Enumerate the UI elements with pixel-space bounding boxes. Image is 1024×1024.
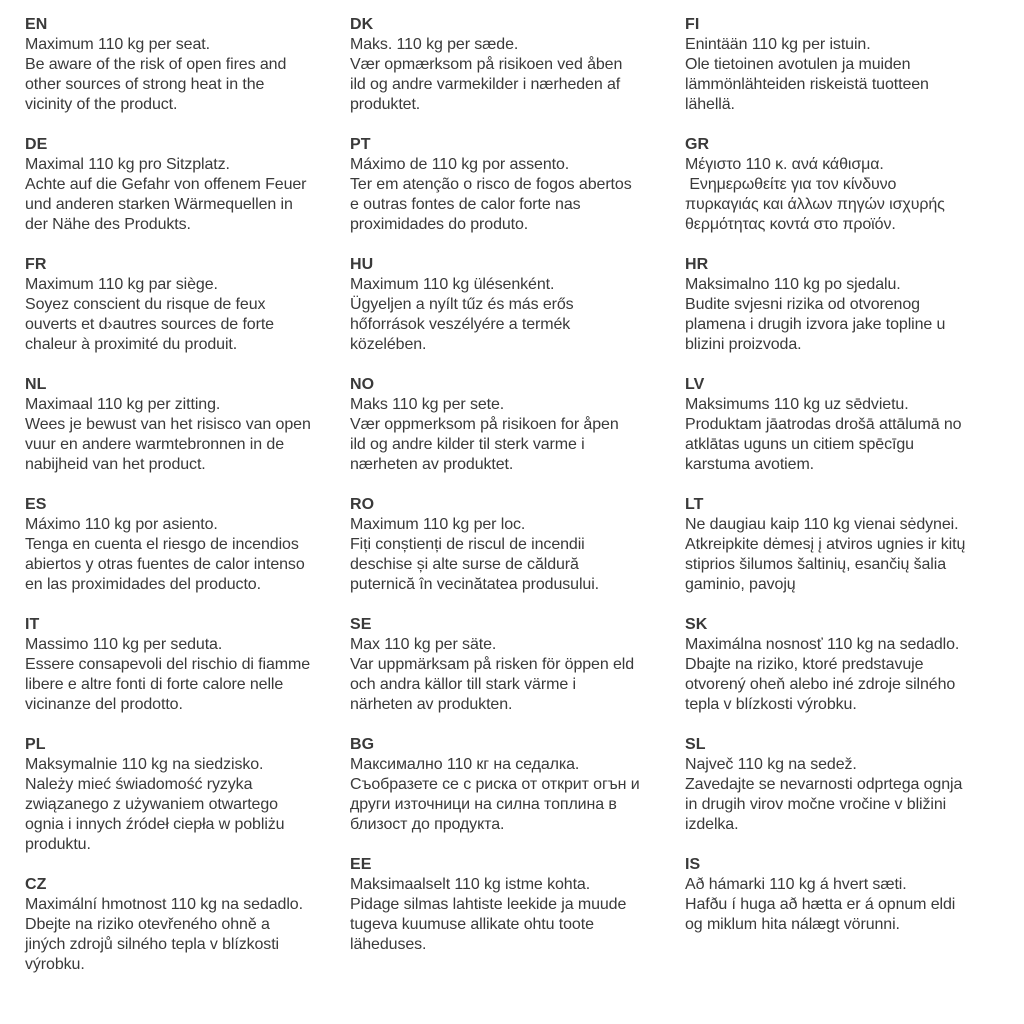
text-line: Maks 110 kg per sete.: [350, 396, 505, 413]
language-code: DK: [350, 16, 374, 33]
text-line: Atkreipkite dėmesį į atviros ugnies ir kitų: [685, 536, 966, 553]
text-line: in drugih virov močne vročine v bližini: [685, 796, 947, 813]
text-line: Budite svjesni rizika od otvorenog: [685, 296, 920, 313]
text-line: Be aware of the risk of open fires and: [25, 56, 287, 73]
language-block-dk: [350, 15, 685, 115]
text-line: związanego z używaniem otwartego: [25, 796, 278, 813]
text-line: nærheten av produktet.: [350, 456, 514, 473]
text-line: proximidades do produto.: [350, 216, 529, 233]
language-block-ee: [350, 855, 685, 955]
language-code: PT: [350, 136, 371, 153]
text-line: Máximo 110 kg por asiento.: [25, 516, 218, 533]
text-line: nabijheid van het product.: [25, 456, 206, 473]
language-block-lv: [685, 375, 1024, 475]
text-line: Dbajte na riziko, ktoré predstavuje: [685, 656, 924, 673]
text-line: Enintään 110 kg per istuin.: [685, 36, 871, 53]
text-line: Fiți conștienți de riscul de incendii: [350, 536, 585, 553]
text-line: ild og andre varmekilder i nærheden af: [350, 76, 621, 93]
language-block-sl: [685, 735, 1024, 835]
text-line: Pidage silmas lahtiste leekide ja muude: [350, 896, 627, 913]
text-line: Achte auf die Gefahr von offenem Feuer: [25, 176, 307, 193]
language-code: EE: [350, 856, 372, 873]
text-line: Съобразете се с риска от открит огън и: [350, 776, 640, 793]
text-line: Maksimaalselt 110 kg istme kohta.: [350, 876, 591, 893]
language-block-es: [25, 495, 350, 595]
language-block-is: [685, 855, 1024, 935]
text-line: der Nähe des Produkts.: [25, 216, 191, 233]
text-line: gaminio, pavojų: [685, 576, 796, 593]
text-line: Tenga en cuenta el riesgo de incendios: [25, 536, 299, 553]
text-line: Maximum 110 kg per loc.: [350, 516, 526, 533]
text-line: och andra källor till stark värme i: [350, 676, 576, 693]
text-line: blizini proizvoda.: [685, 336, 802, 353]
language-code: DE: [25, 136, 48, 153]
text-line: Zavedajte se nevarnosti odprtega ognja: [685, 776, 963, 793]
column-right: [685, 15, 1024, 1024]
text-line: deschise și alte surse de căldură: [350, 556, 579, 573]
language-block-se: [350, 615, 685, 715]
language-block-no: [350, 375, 685, 475]
text-line: Max 110 kg per säte.: [350, 636, 497, 653]
language-block-lt: [685, 495, 1024, 595]
text-line: други източници на силна топлина в: [350, 796, 617, 813]
text-line: πυρκαγιάς και άλλων πηγών ισχυρής: [685, 196, 945, 213]
language-code: ES: [25, 496, 47, 513]
text-line: närheten av produkten.: [350, 696, 513, 713]
text-line: Vær oppmerksom på risikoen for åpen: [350, 416, 619, 433]
text-line: vuur en andere warmtebronnen in de: [25, 436, 284, 453]
text-line: lämmönlähteiden riskeistä tuotteen: [685, 76, 929, 93]
text-line: tepla v blízkosti výrobku.: [685, 696, 857, 713]
language-code: IT: [25, 616, 40, 633]
text-line: Ter em atenção o risco de fogos abertos: [350, 176, 632, 193]
language-code: BG: [350, 736, 375, 753]
language-code: HU: [350, 256, 374, 273]
text-line: Produktam jāatrodas drošā attālumā no: [685, 416, 962, 433]
text-line: Μέγιστο 110 κ. ανά κάθισμα.: [685, 156, 884, 173]
text-line: Essere consapevoli del rischio di fiamme: [25, 656, 311, 673]
text-line: hőforrások veszélyére a termék: [350, 316, 571, 333]
language-code: HR: [685, 256, 709, 273]
text-line: Maximaal 110 kg per zitting.: [25, 396, 221, 413]
language-code: PL: [25, 736, 46, 753]
text-line: tugeva kuumuse allikate ohtu toote: [350, 916, 594, 933]
text-line: produktet.: [350, 96, 421, 113]
language-block-gr: [685, 135, 1024, 235]
text-line: lähellä.: [685, 96, 735, 113]
language-code: NL: [25, 376, 47, 393]
language-block-sk: [685, 615, 1024, 715]
text-line: Ενημερωθείτε για τον κίνδυνο: [685, 176, 897, 193]
text-line: og miklum hita nálægt vörunni.: [685, 916, 900, 933]
text-line: jiných zdrojů silného tepla v blízkosti: [25, 936, 280, 953]
language-code: SE: [350, 616, 372, 633]
language-block-de: [25, 135, 350, 235]
text-line: Að hámarki 110 kg á hvert sæti.: [685, 876, 907, 893]
text-line: Maximal 110 kg pro Sitzplatz.: [25, 156, 230, 173]
text-line: θερμότητας κοντά στο προϊόν.: [685, 216, 896, 233]
text-line: Maximální hmotnost 110 kg na sedadlo.: [25, 896, 303, 913]
text-line: ild og andre kilder til sterk varme i: [350, 436, 585, 453]
text-line: Maks. 110 kg per sæde.: [350, 36, 519, 53]
text-line: Maximum 110 kg per seat.: [25, 36, 210, 53]
text-line: Maximum 110 kg par siège.: [25, 276, 218, 293]
language-code: LT: [685, 496, 704, 513]
text-line: en las proximidades del producto.: [25, 576, 261, 593]
text-line: Ole tietoinen avotulen ja muiden: [685, 56, 911, 73]
language-block-hr: [685, 255, 1024, 355]
text-line: vicinanze del prodotto.: [25, 696, 183, 713]
text-line: e outras fontes de calor forte nas: [350, 196, 581, 213]
language-block-en: [25, 15, 350, 115]
text-line: vicinity of the product.: [25, 96, 178, 113]
language-block-cz: [25, 875, 350, 975]
language-block-pt: [350, 135, 685, 235]
text-line: Maksimums 110 kg uz sēdvietu.: [685, 396, 909, 413]
text-line: Ne daugiau kaip 110 kg vienai sėdynei.: [685, 516, 959, 533]
text-line: Максимално 110 кг на седалка.: [350, 756, 580, 773]
language-code: SL: [685, 736, 706, 753]
language-code: IS: [685, 856, 701, 873]
language-block-bg: [350, 735, 685, 835]
text-line: Maksymalnie 110 kg na siedzisko.: [25, 756, 264, 773]
text-line: Należy mieć świadomość ryzyka: [25, 776, 253, 793]
text-line: Máximo de 110 kg por assento.: [350, 156, 570, 173]
text-line: stiprios šilumos šaltinių, esančių šalia: [685, 556, 947, 573]
text-line: близост до продукта.: [350, 816, 505, 833]
text-line: puternică în vecinătatea produsului.: [350, 576, 600, 593]
language-block-ro: [350, 495, 685, 595]
text-line: libere e altre fonti di forte calore nelle: [25, 676, 284, 693]
column-left: [25, 15, 350, 1024]
text-line: Hafðu í huga að hætta er á opnum eldi: [685, 896, 956, 913]
text-line: Največ 110 kg na sedež.: [685, 756, 857, 773]
language-block-pl: [25, 735, 350, 855]
language-block-nl: [25, 375, 350, 475]
text-line: Maximum 110 kg ülésenként.: [350, 276, 555, 293]
text-line: atklātas uguns un citiem spēcīgu: [685, 436, 914, 453]
text-line: izdelka.: [685, 816, 739, 833]
text-line: Ügyeljen a nyílt tűz és más erős: [350, 296, 574, 313]
language-code: GR: [685, 136, 710, 153]
text-line: ognia i innych źródeł ciepła w pobliżu: [25, 816, 285, 833]
text-line: ouverts et d›autres sources de forte: [25, 316, 274, 333]
language-code: FR: [25, 256, 47, 273]
text-line: Vær opmærksom på risikoen ved åben: [350, 56, 623, 73]
language-code: SK: [685, 616, 708, 633]
language-code: LV: [685, 376, 705, 393]
language-block-fr: [25, 255, 350, 355]
text-line: Massimo 110 kg per seduta.: [25, 636, 223, 653]
text-line: chaleur à proximité du produit.: [25, 336, 238, 353]
text-line: Var uppmärksam på risken för öppen eld: [350, 656, 635, 673]
text-line: und anderen starken Wärmequellen in: [25, 196, 293, 213]
text-line: Wees je bewust van het risisco van open: [25, 416, 311, 433]
language-block-hu: [350, 255, 685, 355]
text-line: otvorený oheň alebo iné zdroje silného: [685, 676, 956, 693]
text-line: Maximálna nosnosť 110 kg na sedadlo.: [685, 636, 960, 653]
text-line: výrobku.: [25, 956, 85, 973]
language-code: FI: [685, 16, 700, 33]
language-block-fi: [685, 15, 1024, 115]
text-line: plamena i drugih izvora jake topline u: [685, 316, 946, 333]
column-middle: [350, 15, 685, 1024]
text-line: Maksimalno 110 kg po sjedalu.: [685, 276, 901, 293]
text-line: Dbejte na riziko otevřeného ohně a: [25, 916, 270, 933]
language-code: RO: [350, 496, 375, 513]
text-line: produktu.: [25, 836, 91, 853]
language-code: EN: [25, 16, 48, 33]
text-line: other sources of strong heat in the: [25, 76, 265, 93]
text-line: karstuma avotiem.: [685, 456, 815, 473]
text-line: közelében.: [350, 336, 427, 353]
text-line: abiertos y otras fuentes de calor intenso: [25, 556, 305, 573]
text-line: läheduses.: [350, 936, 427, 953]
language-block-it: [25, 615, 350, 715]
text-line: Soyez conscient du risque de feux: [25, 296, 266, 313]
language-code: CZ: [25, 876, 47, 893]
language-code: NO: [350, 376, 375, 393]
